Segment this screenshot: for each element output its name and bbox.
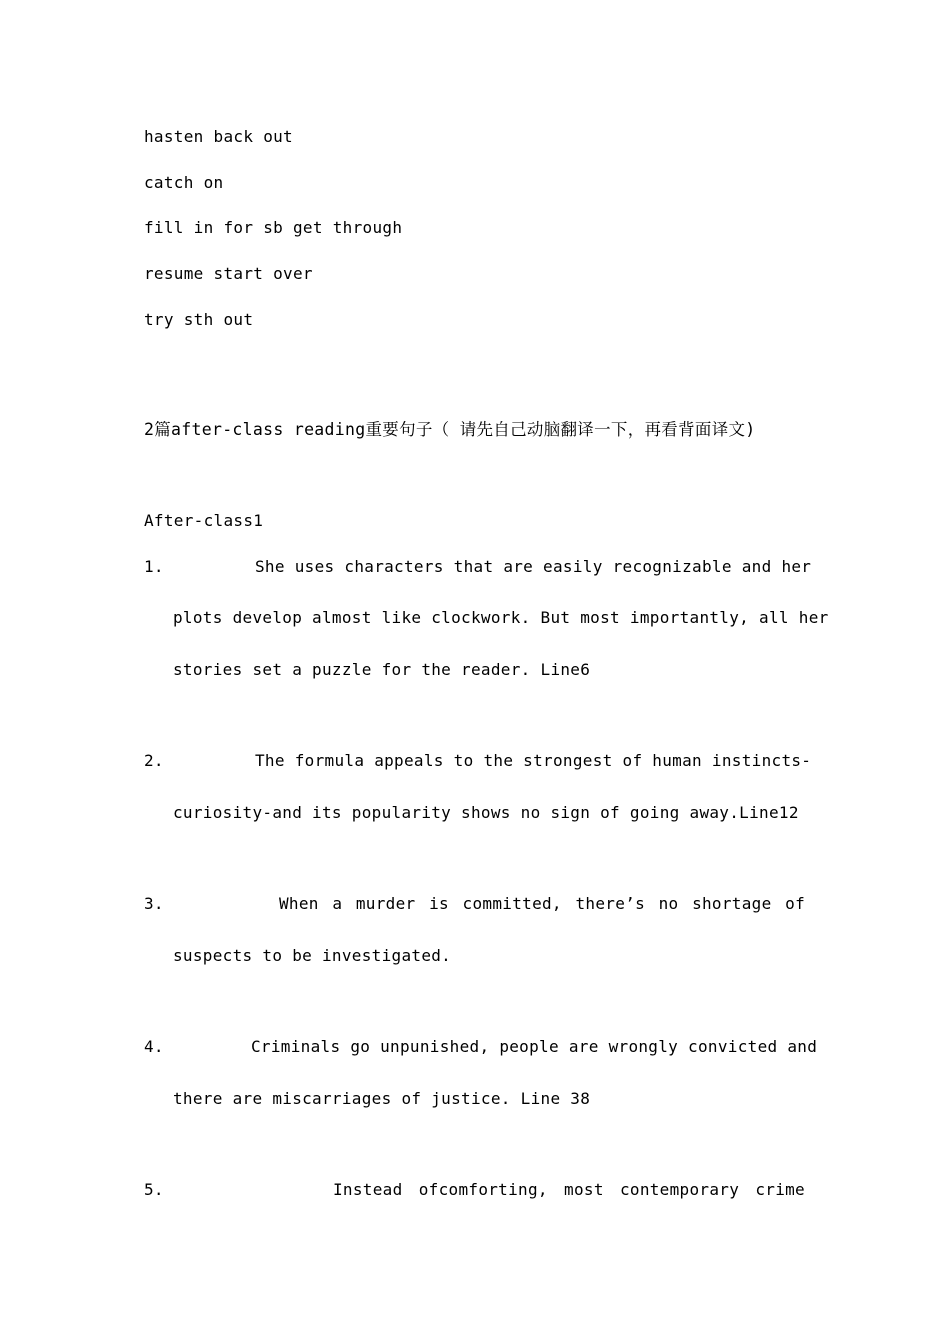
sentence-continuation: suspects to be investigated.	[173, 946, 452, 965]
phrase-line: catch on	[144, 173, 224, 192]
phrase-line: try sth out	[144, 310, 254, 329]
sentence-number: 1.	[144, 557, 164, 576]
sentence-continuation: there are miscarriages of justice. Line 38	[173, 1089, 591, 1108]
sentence-number: 4.	[144, 1037, 164, 1056]
sentence-text: When a murder is committed, there’s no shortage of	[279, 894, 805, 913]
sentence-first-line	[279, 894, 805, 914]
sentence-number: 5.	[144, 1180, 164, 1199]
phrase-line: resume start over	[144, 264, 313, 283]
sentence-text: She uses characters that are easily recognizable and her	[255, 557, 812, 576]
sentence-continuation: curiosity-and its popularity shows no sign of going away.Line12	[173, 803, 799, 822]
sentence-number: 2.	[144, 751, 164, 770]
subheading: After-class1	[144, 511, 264, 530]
sentence-first-line	[333, 1180, 805, 1200]
sentence-number: 3.	[144, 894, 164, 913]
phrase-line: hasten back out	[144, 127, 293, 146]
sentence-continuation: plots develop almost like clockwork. But most importantly, all her	[173, 608, 829, 627]
sentence-first-line	[251, 1037, 818, 1057]
phrase-line: fill in for sb get through	[144, 218, 403, 237]
sentence-text: The formula appeals to the strongest of human instincts-	[255, 751, 812, 770]
sentence-first-line	[255, 557, 812, 577]
sentence-text: Instead ofcomforting, most contemporary crime	[333, 1180, 805, 1199]
sentence-continuation: stories set a puzzle for the reader. Line6	[173, 660, 591, 679]
sentence-text: Criminals go unpunished, people are wrongly convicted and	[251, 1037, 818, 1056]
sentence-first-line	[255, 751, 812, 771]
section-heading: 2篇after-class reading重要句子（ 请先自己动脑翻译一下，再看背面译文)	[144, 420, 756, 439]
